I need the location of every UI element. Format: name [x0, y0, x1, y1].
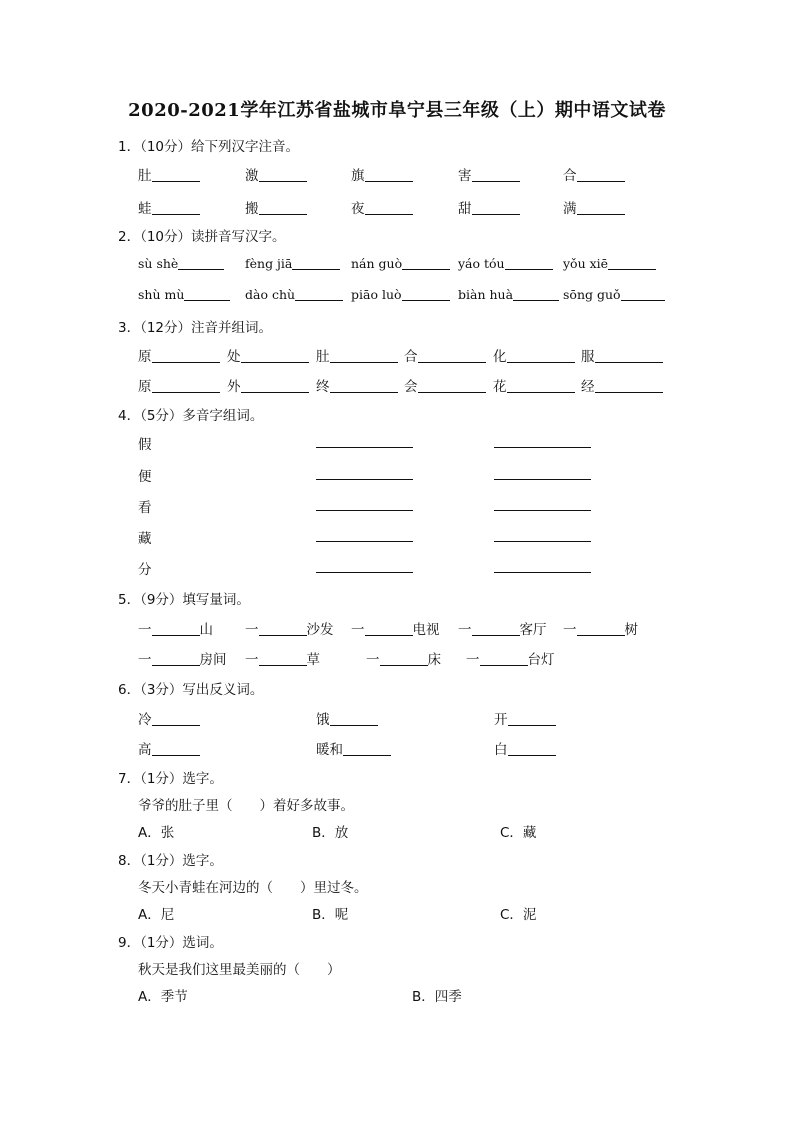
q5-noun: 床: [427, 652, 441, 668]
q6-word: 饿: [316, 712, 330, 728]
answer-blank[interactable]: [259, 621, 307, 636]
q5-noun: 台灯: [527, 652, 555, 668]
q1-char: 甜: [458, 201, 472, 217]
answer-blank[interactable]: [494, 527, 591, 542]
q2-pinyin: fèng jiā: [245, 256, 293, 271]
answer-blank[interactable]: [595, 378, 663, 393]
answer-blank[interactable]: [505, 255, 553, 270]
answer-blank[interactable]: [241, 348, 309, 363]
q3-char: 终: [316, 379, 330, 395]
question-1-row-2: [138, 197, 698, 219]
question-4-heading: 4．（5分）多音字组词。: [118, 408, 264, 424]
q5-prefix: 一: [458, 622, 472, 638]
q5-noun: 电视: [412, 622, 440, 638]
answer-blank[interactable]: [507, 348, 575, 363]
answer-blank[interactable]: [508, 741, 556, 756]
answer-blank[interactable]: [577, 621, 625, 636]
q5-noun: 沙发: [306, 622, 334, 638]
q1-char: 肚: [138, 168, 152, 184]
answer-blank[interactable]: [577, 200, 625, 215]
answer-blank[interactable]: [508, 711, 556, 726]
answer-blank[interactable]: [178, 255, 224, 270]
option-b[interactable]: B．四季: [412, 989, 462, 1005]
answer-blank[interactable]: [494, 465, 591, 480]
question-6-row-2: [138, 738, 698, 760]
question-3-row-2: [138, 375, 698, 397]
q5-prefix: 一: [466, 652, 480, 668]
q5-noun: 客厅: [519, 622, 547, 638]
question-6-heading: 6．（3分）写出反义词。: [118, 682, 264, 698]
answer-blank[interactable]: [152, 621, 200, 636]
answer-blank[interactable]: [152, 348, 220, 363]
option-c[interactable]: C．泥: [500, 907, 537, 923]
question-9-heading: 9．（1分）选词。: [118, 935, 223, 951]
q3-char: 合: [404, 349, 418, 365]
option-a[interactable]: A．季节: [138, 989, 188, 1005]
question-4-row: [138, 496, 698, 518]
q1-char: 满: [563, 201, 577, 217]
q5-prefix: 一: [563, 622, 577, 638]
q5-prefix: 一: [245, 622, 259, 638]
exam-title: 2020-2021学年江苏省盐城市阜宁县三年级（上）期中语文试卷: [128, 100, 666, 121]
option-a[interactable]: A．尼: [138, 907, 175, 923]
option-a[interactable]: A．张: [138, 825, 175, 841]
answer-blank[interactable]: [472, 167, 520, 182]
q3-char: 经: [581, 379, 595, 395]
answer-blank[interactable]: [494, 496, 591, 511]
q5-noun: 房间: [199, 652, 227, 668]
question-8-sentence: 冬天小青蛙在河边的（ ）里过冬。: [138, 880, 368, 896]
question-3-row-1: [138, 345, 698, 367]
q1-char: 害: [458, 168, 472, 184]
option-b[interactable]: B．放: [312, 825, 349, 841]
answer-blank[interactable]: [316, 465, 413, 480]
option-b[interactable]: B．呢: [312, 907, 349, 923]
q1-char: 搬: [245, 201, 259, 217]
q2-pinyin: biàn huà: [458, 287, 514, 302]
q2-pinyin: yǒu xiē: [563, 256, 609, 271]
q5-prefix: 一: [245, 652, 259, 668]
answer-blank[interactable]: [316, 496, 413, 511]
question-6-row-1: [138, 708, 698, 730]
q2-pinyin: dào chù: [245, 287, 296, 302]
answer-blank[interactable]: [343, 741, 391, 756]
answer-blank[interactable]: [259, 651, 307, 666]
answer-blank[interactable]: [418, 348, 486, 363]
answer-blank[interactable]: [608, 255, 656, 270]
q3-char: 花: [493, 379, 507, 395]
question-8-heading: 8．（1分）选字。: [118, 853, 223, 869]
question-1-row-1: [138, 164, 698, 186]
question-3-heading: 3．（12分）注音并组词。: [118, 320, 273, 336]
answer-blank[interactable]: [184, 286, 230, 301]
answer-blank[interactable]: [595, 348, 663, 363]
q3-char: 服: [581, 349, 595, 365]
answer-blank[interactable]: [241, 378, 309, 393]
question-2-row-2: [138, 286, 698, 308]
q6-word: 高: [138, 742, 152, 758]
q6-word: 暖和: [316, 742, 343, 758]
answer-blank[interactable]: [330, 378, 398, 393]
answer-blank[interactable]: [494, 433, 591, 448]
question-2-heading: 2．（10分）读拼音写汉字。: [118, 229, 286, 245]
question-9-sentence: 秋天是我们这里最美丽的（ ）: [138, 962, 341, 978]
q3-char: 肚: [316, 349, 330, 365]
answer-blank[interactable]: [316, 527, 413, 542]
q4-char: 藏: [138, 531, 152, 547]
answer-blank[interactable]: [316, 433, 413, 448]
q6-word: 冷: [138, 712, 152, 728]
answer-blank[interactable]: [507, 378, 575, 393]
answer-blank[interactable]: [152, 651, 200, 666]
answer-blank[interactable]: [365, 200, 413, 215]
answer-blank[interactable]: [472, 200, 520, 215]
answer-blank[interactable]: [316, 558, 413, 573]
question-4-row: [138, 558, 698, 580]
q5-noun: 山: [199, 622, 213, 638]
answer-blank[interactable]: [480, 651, 528, 666]
q2-pinyin: sù shè: [138, 256, 179, 271]
answer-blank[interactable]: [621, 286, 665, 301]
q1-char: 激: [245, 168, 259, 184]
answer-blank[interactable]: [402, 286, 450, 301]
answer-blank[interactable]: [152, 711, 200, 726]
q4-char: 假: [138, 437, 152, 453]
q5-prefix: 一: [351, 622, 365, 638]
question-5-row-2: [138, 648, 698, 670]
q2-pinyin: sōng guǒ: [563, 287, 621, 302]
q1-char: 夜: [351, 201, 365, 217]
q4-char: 分: [138, 562, 152, 578]
answer-blank[interactable]: [152, 167, 200, 182]
q6-word: 白: [494, 742, 508, 758]
q5-prefix: 一: [138, 652, 152, 668]
q3-char: 外: [227, 379, 241, 395]
q6-word: 开: [494, 712, 508, 728]
q1-char: 旗: [351, 168, 365, 184]
answer-blank[interactable]: [295, 286, 343, 301]
question-5-heading: 5．（9分）填写量词。: [118, 592, 250, 608]
answer-blank[interactable]: [152, 378, 220, 393]
answer-blank[interactable]: [365, 621, 413, 636]
q4-char: 看: [138, 500, 152, 516]
answer-blank[interactable]: [330, 711, 378, 726]
q1-char: 蛙: [138, 201, 152, 217]
question-7-heading: 7．（1分）选字。: [118, 771, 223, 787]
answer-blank[interactable]: [259, 200, 307, 215]
answer-blank[interactable]: [513, 286, 559, 301]
question-1-heading: 1．（10分）给下列汉字注音。: [118, 139, 300, 155]
q2-pinyin: nán guò: [351, 256, 403, 271]
q4-char: 便: [138, 469, 152, 485]
q5-prefix: 一: [138, 622, 152, 638]
answer-blank[interactable]: [472, 621, 520, 636]
q2-pinyin: shù mù: [138, 287, 185, 302]
answer-blank[interactable]: [402, 255, 450, 270]
question-4-row: [138, 433, 698, 455]
q2-pinyin: yáo tóu: [458, 256, 505, 271]
q3-char: 处: [227, 349, 241, 365]
answer-blank[interactable]: [292, 255, 340, 270]
answer-blank[interactable]: [259, 167, 307, 182]
option-c[interactable]: C．藏: [500, 825, 537, 841]
answer-blank[interactable]: [577, 167, 625, 182]
answer-blank[interactable]: [330, 348, 398, 363]
question-4-row: [138, 465, 698, 487]
answer-blank[interactable]: [365, 167, 413, 182]
q2-pinyin: piāo luò: [351, 287, 402, 302]
q5-noun: 树: [624, 622, 638, 638]
q3-char: 原: [138, 379, 152, 395]
answer-blank[interactable]: [418, 378, 486, 393]
q3-char: 会: [404, 379, 418, 395]
q1-char: 合: [563, 168, 577, 184]
answer-blank[interactable]: [494, 558, 591, 573]
question-4-row: [138, 527, 698, 549]
answer-blank[interactable]: [380, 651, 428, 666]
q5-noun: 草: [306, 652, 320, 668]
answer-blank[interactable]: [152, 200, 200, 215]
q3-char: 化: [493, 349, 507, 365]
q3-char: 原: [138, 349, 152, 365]
question-5-row-1: [138, 618, 698, 640]
question-7-sentence: 爷爷的肚子里（ ）着好多故事。: [138, 798, 354, 814]
question-2-row-1: [138, 255, 698, 277]
answer-blank[interactable]: [152, 741, 200, 756]
q5-prefix: 一: [366, 652, 380, 668]
